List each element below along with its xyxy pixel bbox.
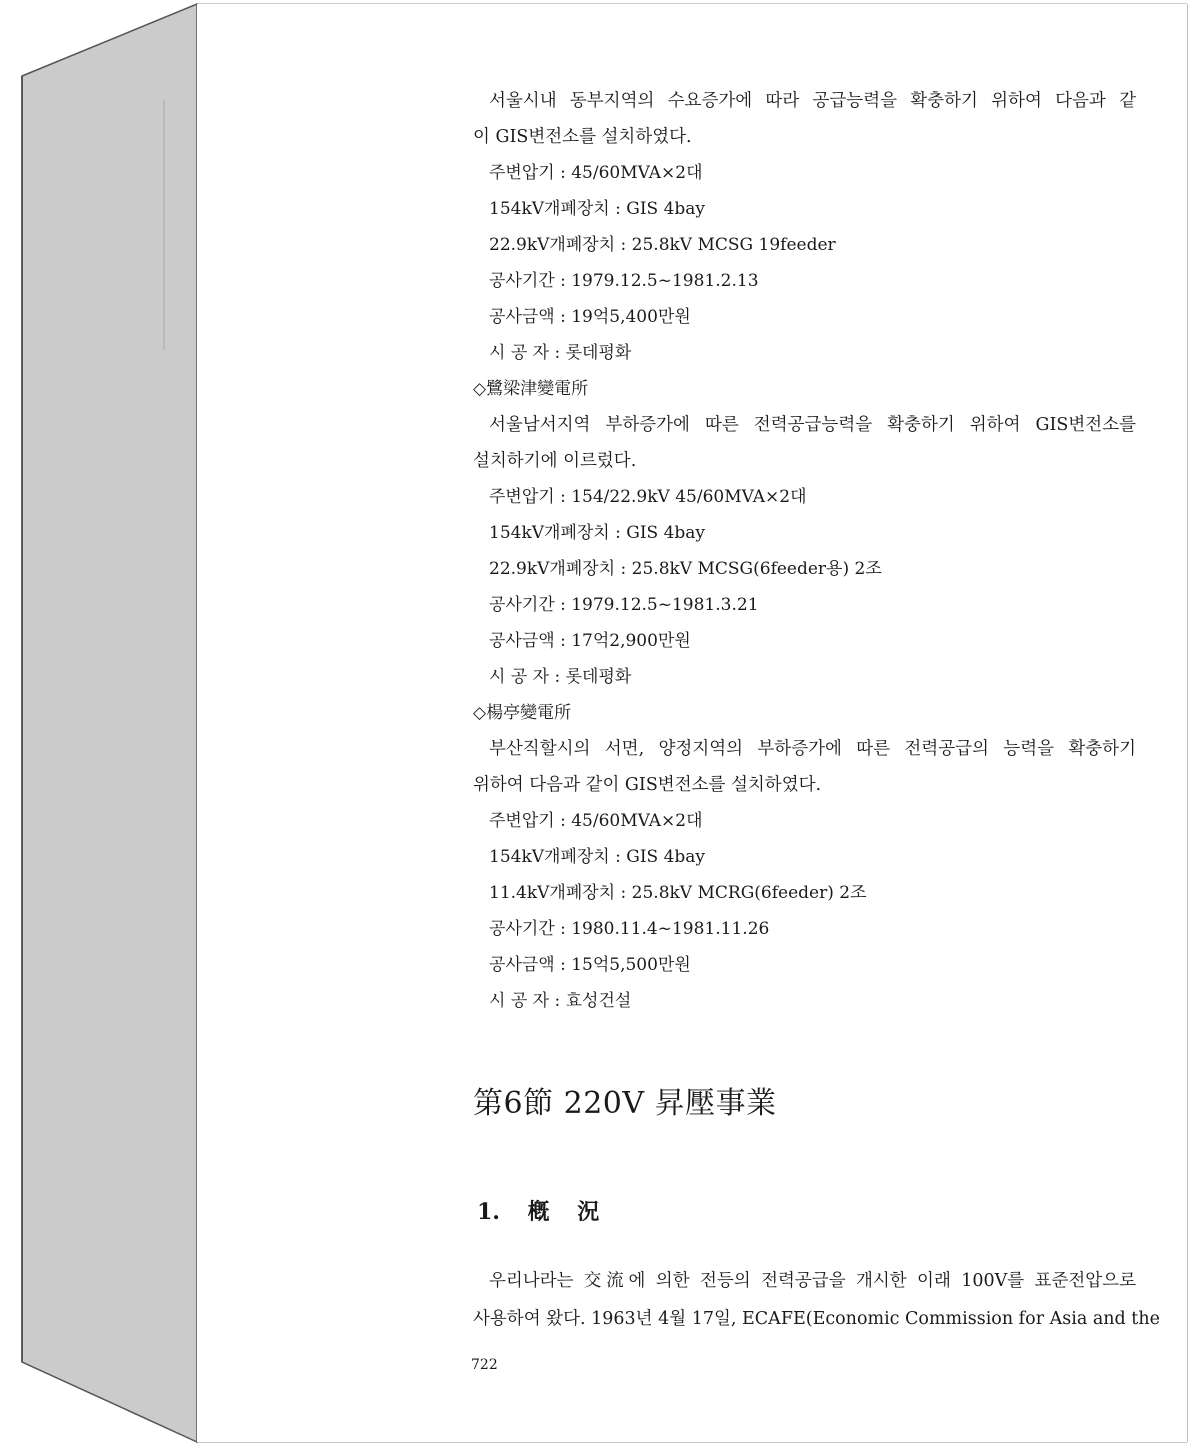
spec-list-item: 시 공 자 : 효성건설: [489, 991, 632, 1011]
spec-list-item: 주변압기 : 45/60MVA×2대: [489, 811, 703, 831]
spec-list-item: 공사금액 : 17억2,900만원: [489, 631, 691, 651]
spec-list-item: 공사기간 : 1979.12.5~1981.2.13: [489, 271, 759, 291]
paragraph-line: 위하여 다음과 같이 GIS변전소를 설치하였다.: [473, 775, 822, 795]
paragraph-line: 부산직할시의 서면, 양정지역의 부하증가에 따른 전력공급의 능력을 확충하기: [489, 739, 1136, 759]
subsection-title: 1. 槪 況: [477, 1199, 600, 1225]
spec-list-item: 22.9kV개폐장치 : 25.8kV MCSG(6feeder용) 2조: [489, 559, 882, 579]
paragraph-line: 이 GIS변전소를 설치하였다.: [473, 127, 692, 147]
spec-list-item: 11.4kV개폐장치 : 25.8kV MCRG(6feeder) 2조: [489, 883, 867, 903]
substation-heading: ◇楊亭變電所: [473, 703, 572, 723]
spec-list-item: 주변압기 : 45/60MVA×2대: [489, 163, 703, 183]
paragraph-line: 서울남서지역 부하증가에 따른 전력공급능력을 확충하기 위하여 GIS변전소를: [489, 415, 1136, 435]
spec-list-item: 154kV개폐장치 : GIS 4bay: [489, 199, 706, 219]
closing-paragraph-line-2: 사용하여 왔다. 1963년 4월 17일, ECAFE(Economic Commission for Asia and the: [473, 1309, 1160, 1329]
spec-list-item: 시 공 자 : 롯데평화: [489, 667, 632, 687]
spec-list-item: 시 공 자 : 롯데평화: [489, 343, 632, 363]
section-title: 第6節 220V 昇壓事業: [473, 1086, 777, 1121]
spec-list-item: 공사금액 : 19억5,400만원: [489, 307, 691, 327]
spec-list-item: 154kV개폐장치 : GIS 4bay: [489, 523, 706, 543]
spec-list-item: 22.9kV개폐장치 : 25.8kV MCSG 19feeder: [489, 235, 836, 255]
spec-list-item: 154kV개폐장치 : GIS 4bay: [489, 847, 706, 867]
page-number: 722: [471, 1357, 498, 1373]
substation-heading: ◇鷺梁津變電所: [473, 379, 589, 399]
spec-list-item: 공사기간 : 1979.12.5~1981.3.21: [489, 595, 759, 615]
paragraph-line: 설치하기에 이르렀다.: [473, 451, 637, 471]
paragraph-line: 서울시내 동부지역의 수요증가에 따라 공급능력을 확충하기 위하여 다음과 같: [489, 91, 1136, 111]
spec-list-item: 주변압기 : 154/22.9kV 45/60MVA×2대: [489, 487, 807, 507]
spec-list-item: 공사기간 : 1980.11.4~1981.11.26: [489, 919, 770, 939]
closing-paragraph-line-1: 우리나라는 交流에 의한 전등의 전력공급을 개시한 이래 100V를 표준전압으로: [489, 1271, 1136, 1291]
spec-list-item: 공사금액 : 15억5,500만원: [489, 955, 691, 975]
